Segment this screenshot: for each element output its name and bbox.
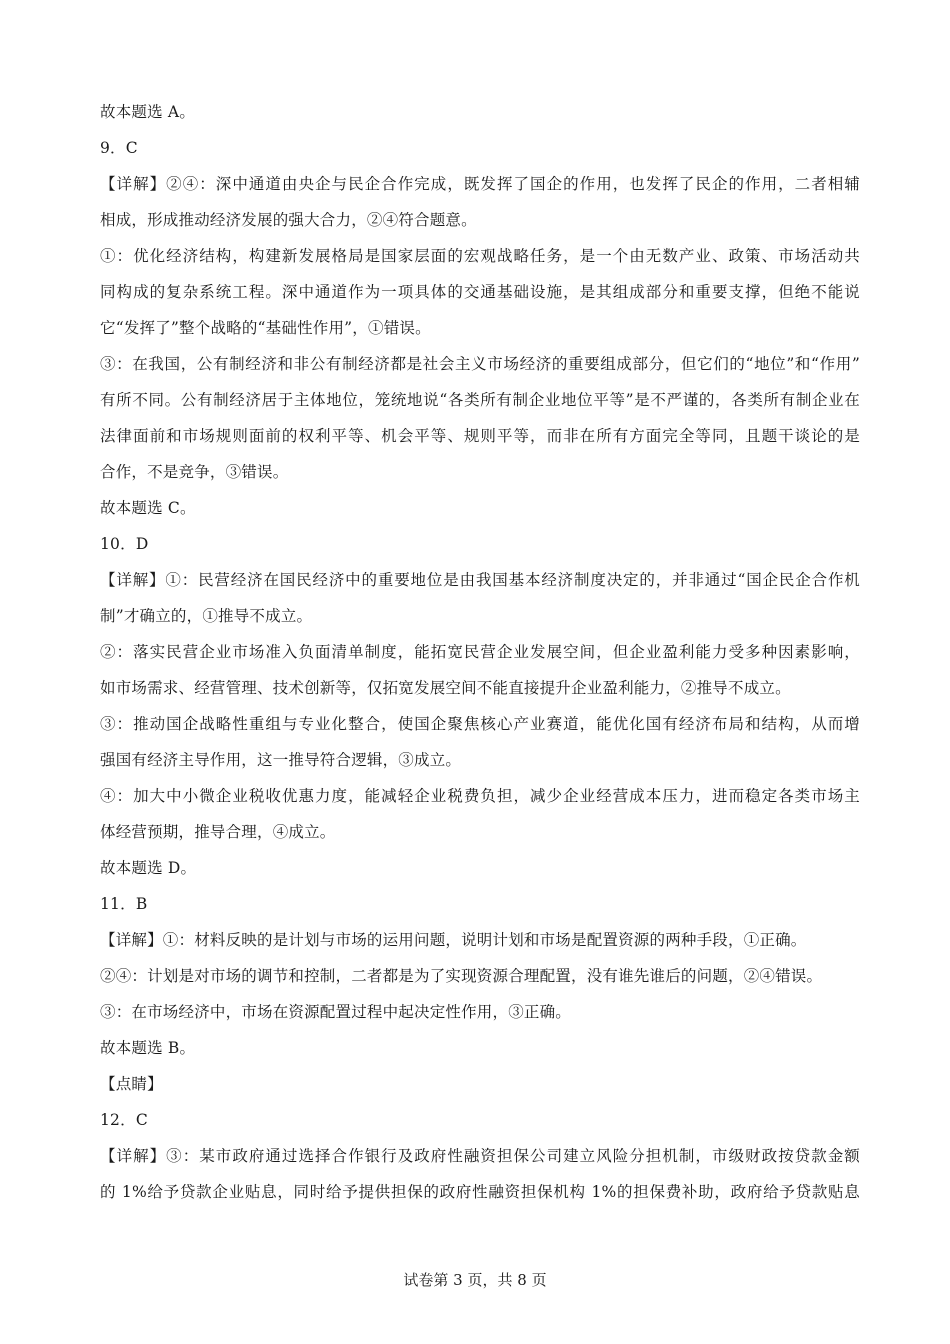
text-line: 合作，不是竞争，③错误。 <box>100 463 289 481</box>
text-line: 法律面前和市场规则面前的权利平等、机会平等、规则平等，而非在所有方面完全等同，且题干谈论的是 <box>100 427 860 445</box>
text-line: ①：优化经济结构，构建新发展格局是国家层面的宏观战略任务，是一个由无数产业、政策、市场活动共 <box>100 247 860 265</box>
page-footer: 试卷第 3 页，共 8 页 <box>403 1271 547 1289</box>
text-line: 【详解】②④：深中通道由央企与民企合作完成，既发挥了国企的作用，也发挥了民企的作用，二者相辅 <box>100 175 860 193</box>
text-line: 10．D <box>100 535 149 553</box>
text-line: 故本题选 B。 <box>100 1039 196 1057</box>
text-line: 的 1%给予贷款企业贴息，同时给予提供担保的政府性融资担保机构 1%的担保费补助，政府给予贷款贴息 <box>100 1183 860 1201</box>
text-line: ③：在我国，公有制经济和非公有制经济都是社会主义市场经济的重要组成部分，但它们的“地位”和“作用” <box>100 355 860 373</box>
text-line: 相成，形成推动经济发展的强大合力，②④符合题意。 <box>100 211 477 229</box>
text-line: 【点睛】 <box>100 1075 163 1093</box>
text-line: 【详解】③：某市政府通过选择合作银行及政府性融资担保公司建立风险分担机制，市级财政按贷款金额 <box>100 1147 860 1165</box>
text-line: 故本题选 D。 <box>100 859 197 877</box>
text-line: 同构成的复杂系统工程。深中通道作为一项具体的交通基础设施，是其组成部分和重要支撑，但绝不能说 <box>100 283 860 301</box>
text-line: 【详解】①：民营经济在国民经济中的重要地位是由我国基本经济制度决定的，并非通过“国企民企合作机 <box>100 571 860 589</box>
text-line: 故本题选 A。 <box>100 103 196 121</box>
text-line: ④：加大中小微企业税收优惠力度，能减轻企业税费负担，减少企业经营成本压力，进而稳定各类市场主 <box>100 787 860 805</box>
text-line: 9．C <box>100 139 138 157</box>
text-line: ②：落实民营企业市场准入负面清单制度，能拓宽民营企业发展空间，但企业盈利能力受多种因素影响， <box>100 643 860 661</box>
text-line: 它“发挥了”整个战略的“基础性作用”，①错误。 <box>100 319 431 337</box>
text-line: 【详解】①：材料反映的是计划与市场的运用问题，说明计划和市场是配置资源的两种手段，①正确。 <box>100 931 807 949</box>
text-line: ③：在市场经济中，市场在资源配置过程中起决定性作用，③正确。 <box>100 1003 572 1021</box>
text-line: 有所不同。公有制经济居于主体地位，笼统地说“各类所有制企业地位平等”是不严谨的，各类所有制企业在 <box>100 391 860 409</box>
text-line: 12．C <box>100 1111 148 1129</box>
text-line: 制”才确立的，①推导不成立。 <box>100 607 313 625</box>
text-line: ②④：计划是对市场的调节和控制，二者都是为了实现资源合理配置，没有谁先谁后的问题，②④错误。 <box>100 967 823 985</box>
text-line: 11．B <box>100 895 148 913</box>
text-line: 强国有经济主导作用，这一推导符合逻辑，③成立。 <box>100 751 462 769</box>
text-line: 体经营预期，推导合理，④成立。 <box>100 823 336 841</box>
text-line: ③：推动国企战略性重组与专业化整合，使国企聚焦核心产业赛道，能优化国有经济布局和结构，从而增 <box>100 715 860 733</box>
text-line: 如市场需求、经营管理、技术创新等，仅拓宽发展空间不能直接提升企业盈利能力，②推导不成立。 <box>100 679 791 697</box>
text-line: 故本题选 C。 <box>100 499 196 517</box>
